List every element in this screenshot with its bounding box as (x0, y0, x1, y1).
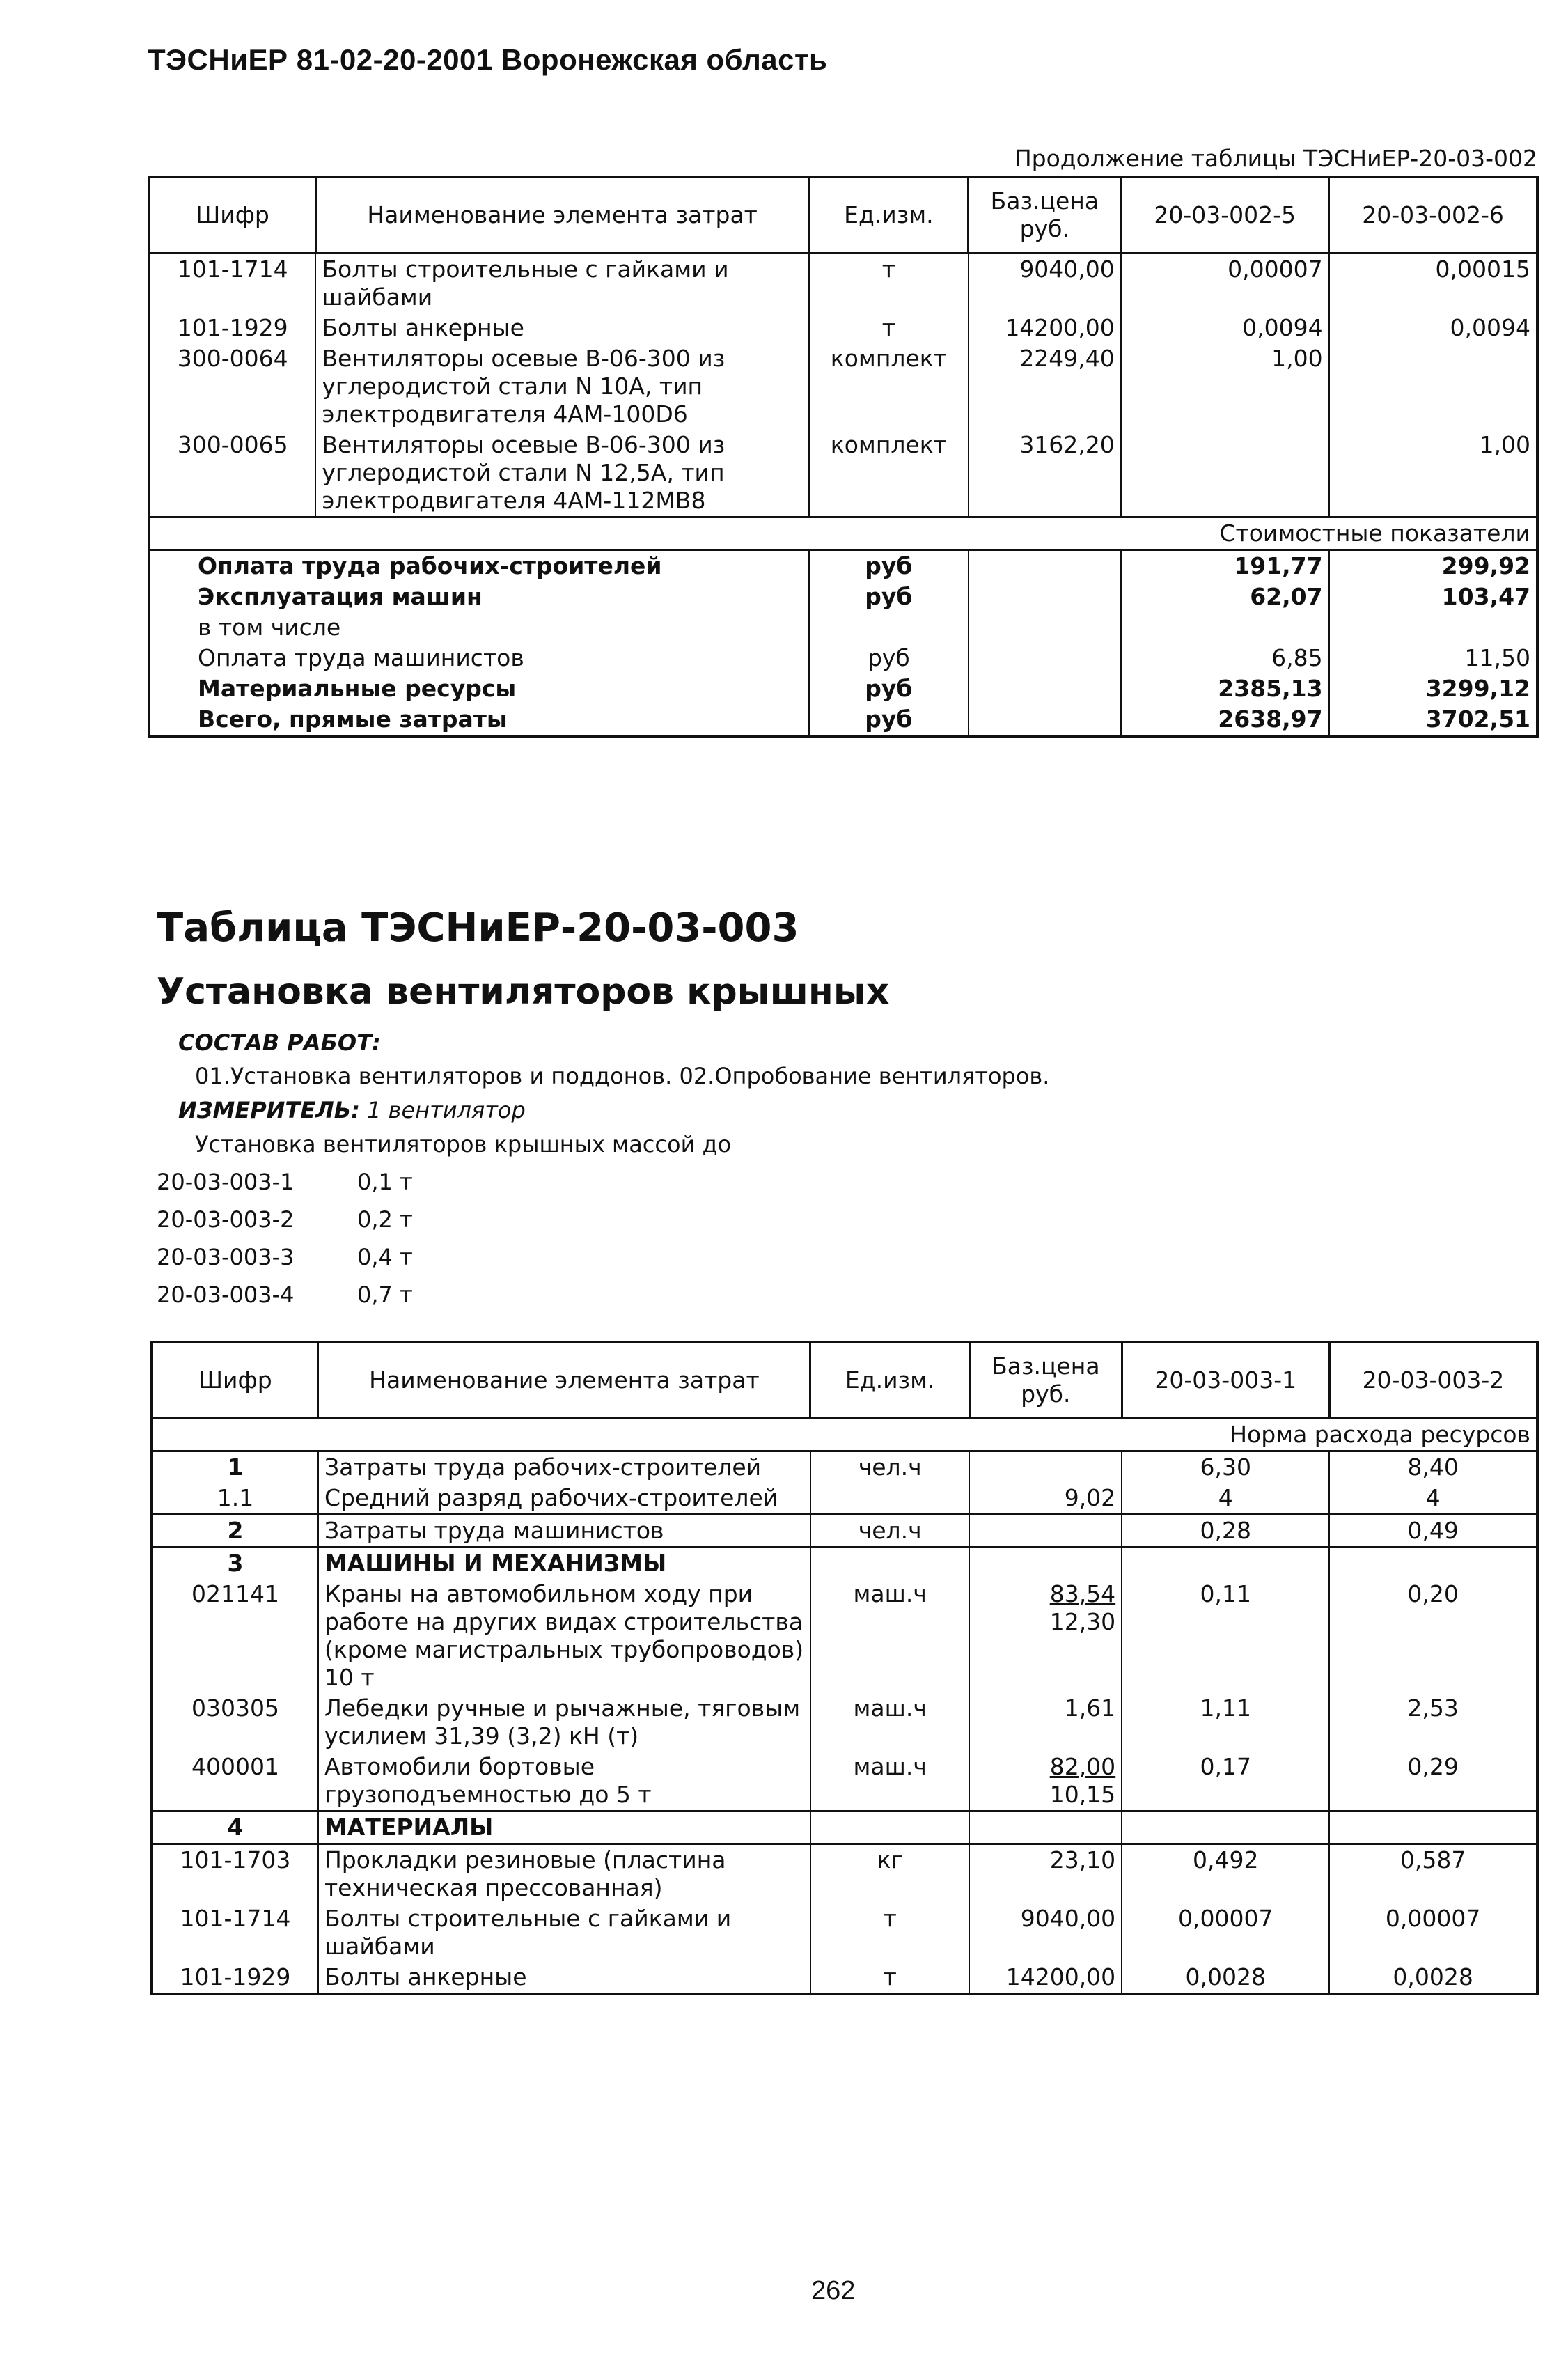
row-code: 3 (227, 1550, 244, 1577)
cost-row-empty (969, 612, 1121, 643)
table-row (152, 1515, 1537, 1548)
cost-row-unit (809, 612, 969, 643)
row-unit: чел.ч (810, 1515, 970, 1548)
row-name: Болты строительные с гайками и шайбами (315, 254, 809, 313)
cost-row-name: Всего, прямые затраты (198, 706, 508, 733)
row-price (969, 1451, 1122, 1483)
cost-row-value-5: 2638,97 (1121, 704, 1329, 736)
cost-row-value-5: 62,07 (1121, 582, 1329, 612)
measure-line (178, 1097, 526, 1123)
table-row (152, 1451, 1537, 1483)
row-value-1: 4 (1122, 1483, 1329, 1515)
cost-row-name: Оплата труда машинистов (198, 644, 524, 671)
price-value: 83,54 (1049, 1580, 1116, 1607)
section-subtitle: Установка вентиляторов крышных (157, 971, 890, 1013)
row-unit: комплект (809, 343, 969, 430)
row-price: 14200,00 (969, 313, 1121, 343)
row-empty (1122, 1811, 1329, 1844)
row-empty (969, 1548, 1122, 1580)
list-item (157, 1238, 413, 1276)
document-header: ТЭСНиЕР 81-02-20-2001 Воронежская область (148, 43, 828, 76)
resource-table-20-03-003 (150, 1341, 1539, 1995)
row-value-6: 0,0094 (1329, 313, 1537, 343)
measure-label: ИЗМЕРИТЕЛЬ: (178, 1097, 360, 1123)
row-empty (810, 1548, 970, 1580)
table-continuation-caption: Продолжение таблицы ТЭСНиЕР-20-03-002 (1014, 145, 1537, 172)
row-unit: т (810, 1903, 970, 1962)
row-value-6: 0,00015 (1329, 254, 1537, 313)
row-code: 400001 (191, 1753, 279, 1780)
row-name: Вентиляторы осевые В-06-300 из углеродистой стали N 10А, тип электродвигателя 4АМ-100D6 (315, 343, 809, 430)
list-item (157, 1276, 413, 1314)
section-row (152, 1548, 1537, 1580)
row-empty (810, 1811, 970, 1844)
cost-row-unit: руб (809, 673, 969, 704)
row-name: Болты анкерные (318, 1962, 810, 1994)
variant-code: 20-03-003-3 (157, 1244, 295, 1270)
column-header-unit: Ед.изм. (810, 1342, 970, 1419)
table-row (149, 430, 1537, 517)
row-code: 1.1 (217, 1484, 254, 1511)
table-row (152, 1752, 1537, 1811)
row-name: Прокладки резиновые (пластина техническая прессованная) (318, 1844, 810, 1904)
row-value-1: 0,28 (1122, 1515, 1329, 1548)
table-row (152, 1962, 1537, 1994)
list-item (157, 1163, 413, 1201)
table-row (152, 1693, 1537, 1752)
row-unit: маш.ч (810, 1579, 970, 1693)
cost-row-empty (969, 550, 1121, 582)
norm-section-label: Норма расхода ресурсов (152, 1419, 1537, 1451)
resource-table-20-03-002 (148, 176, 1539, 738)
cost-row-empty (969, 643, 1121, 673)
works-composition-label: СОСТАВ РАБОТ: (178, 1029, 381, 1056)
row-name: Вентиляторы осевые В-06-300 из углеродистой стали N 12,5А, тип электродвигателя 4АМ-112МВ8 (315, 430, 809, 517)
cost-row-value-5: 6,85 (1121, 643, 1329, 673)
row-price: 9040,00 (969, 1903, 1122, 1962)
cost-row (149, 704, 1537, 736)
cost-row-value-5: 191,77 (1121, 550, 1329, 582)
cost-row (149, 612, 1537, 643)
row-value-2: 0,29 (1329, 1752, 1537, 1811)
cost-row-empty (969, 582, 1121, 612)
cost-row-unit: руб (809, 704, 969, 736)
row-unit: т (809, 254, 969, 313)
cost-row-name: Оплата труда рабочих-строителей (198, 552, 662, 579)
table-header-row (149, 177, 1537, 254)
row-unit: кг (810, 1844, 970, 1904)
column-header-code: Шифр (149, 177, 315, 254)
column-header-price: Баз.цена руб. (969, 177, 1121, 254)
row-unit (810, 1483, 970, 1515)
row-price: 9040,00 (969, 254, 1121, 313)
row-code: 101-1703 (180, 1846, 291, 1873)
column-header-variant-1: 20-03-003-1 (1122, 1342, 1329, 1419)
cost-row-value-6: 11,50 (1329, 643, 1537, 673)
row-name: МАШИНЫ И МЕХАНИЗМЫ (318, 1548, 810, 1580)
cost-row-unit: руб (809, 582, 969, 612)
row-value-2: 0,00007 (1329, 1903, 1537, 1962)
variant-code: 20-03-003-4 (157, 1281, 295, 1308)
row-value-1: 0,492 (1122, 1844, 1329, 1904)
row-price: 14200,00 (969, 1962, 1122, 1994)
cost-section-header (149, 517, 1537, 550)
row-value-5: 1,00 (1121, 343, 1329, 430)
cost-row (149, 673, 1537, 704)
row-code: 101-1929 (180, 1963, 291, 1990)
variant-value: 0,1 т (357, 1169, 413, 1195)
column-header-variant-2: 20-03-003-2 (1329, 1342, 1537, 1419)
row-value-2: 0,49 (1329, 1515, 1537, 1548)
column-header-unit: Ед.изм. (809, 177, 969, 254)
row-price: 2249,40 (969, 343, 1121, 430)
column-header-price: Баз.цена руб. (969, 1342, 1122, 1419)
row-code: 4 (152, 1811, 318, 1844)
cost-row-value-6: 299,92 (1329, 550, 1537, 582)
works-composition-text: 01.Установка вентиляторов и поддонов. 02.Опробование вентиляторов. (195, 1063, 1050, 1089)
column-header-code: Шифр (152, 1342, 318, 1419)
cost-section-label: Стоимостные показатели (149, 517, 1537, 550)
variant-code: 20-03-003-1 (157, 1169, 295, 1195)
row-value-1: 0,11 (1122, 1579, 1329, 1693)
row-name: Затраты труда машинистов (318, 1515, 810, 1548)
row-name: МАТЕРИАЛЫ (318, 1811, 810, 1844)
row-value-1: 0,17 (1122, 1752, 1329, 1811)
row-code: 030305 (191, 1694, 279, 1722)
column-header-variant-6: 20-03-002-6 (1329, 177, 1537, 254)
cost-row-value-6: 103,47 (1329, 582, 1537, 612)
row-name: Болты анкерные (315, 313, 809, 343)
row-price: 23,10 (969, 1844, 1122, 1904)
row-value-2: 4 (1329, 1483, 1537, 1515)
table-row (152, 1844, 1537, 1904)
row-value-5: 0,0094 (1121, 313, 1329, 343)
price-value: 82,00 (1049, 1753, 1116, 1780)
row-empty (969, 1811, 1122, 1844)
row-value-2: 2,53 (1329, 1693, 1537, 1752)
cost-row-name: Материальные ресурсы (198, 675, 517, 702)
cost-row-value-6: 3702,51 (1329, 704, 1537, 736)
table-row (149, 343, 1537, 430)
table-header-row (152, 1342, 1537, 1419)
row-code: 021141 (191, 1580, 279, 1607)
column-header-name: Наименование элемента затрат (318, 1342, 810, 1419)
cost-row-value-6 (1329, 612, 1537, 643)
row-price: 9,02 (969, 1483, 1122, 1515)
row-unit: чел.ч (810, 1451, 970, 1483)
row-code: 101-1714 (177, 256, 288, 283)
row-empty (1329, 1811, 1537, 1844)
row-unit: т (810, 1962, 970, 1994)
row-name: Лебедки ручные и рычажные, тяговым усилием 31,39 (3,2) кН (т) (318, 1693, 810, 1752)
row-code: 101-1929 (177, 314, 288, 341)
row-value-1: 0,0028 (1122, 1962, 1329, 1994)
column-header-name: Наименование элемента затрат (315, 177, 809, 254)
row-value-5: 0,00007 (1121, 254, 1329, 313)
table-row (152, 1483, 1537, 1515)
table-row (152, 1903, 1537, 1962)
operator-wage: 10,15 (1049, 1781, 1116, 1808)
section-row (152, 1811, 1537, 1844)
cost-row-empty (969, 673, 1121, 704)
table-row (152, 1579, 1537, 1693)
table-row (149, 254, 1537, 313)
row-value-6: 1,00 (1329, 430, 1537, 517)
cost-row-value-5 (1121, 612, 1329, 643)
row-name: Средний разряд рабочих-строителей (318, 1483, 810, 1515)
row-value-6 (1329, 343, 1537, 430)
variant-value: 0,2 т (357, 1206, 413, 1233)
variants-list (157, 1163, 413, 1314)
row-code: 1 (227, 1454, 244, 1481)
row-value-2: 0,587 (1329, 1844, 1537, 1904)
variant-value: 0,4 т (357, 1244, 413, 1270)
cost-row-name: Эксплуатация машин (198, 583, 483, 610)
cost-row (149, 582, 1537, 612)
row-price (969, 1752, 1122, 1811)
row-code: 2 (152, 1515, 318, 1548)
row-value-1: 1,11 (1122, 1693, 1329, 1752)
cost-row-empty (969, 704, 1121, 736)
row-empty (1329, 1548, 1537, 1580)
row-unit: маш.ч (810, 1693, 970, 1752)
row-value-1: 0,00007 (1122, 1903, 1329, 1962)
cost-row-name: в том числе (198, 614, 341, 641)
variant-code: 20-03-003-2 (157, 1206, 295, 1233)
row-name: Автомобили бортовые грузоподъемностью до 5 т (318, 1752, 810, 1811)
row-price: 1,61 (969, 1693, 1122, 1752)
column-header-variant-5: 20-03-002-5 (1121, 177, 1329, 254)
row-name: Краны на автомобильном ходу при работе на других видах строительства (кроме магистральных трубопроводов) 10 т (318, 1579, 810, 1693)
table-row (149, 313, 1537, 343)
row-name: Болты строительные с гайками и шайбами (318, 1903, 810, 1962)
cost-row (149, 550, 1537, 582)
row-code: 300-0064 (177, 345, 288, 372)
cost-row (149, 643, 1537, 673)
row-price (969, 1515, 1122, 1548)
cost-row-value-6: 3299,12 (1329, 673, 1537, 704)
row-value-2: 8,40 (1329, 1451, 1537, 1483)
row-name: Затраты труда рабочих-строителей (318, 1451, 810, 1483)
row-unit: т (809, 313, 969, 343)
row-empty (1122, 1548, 1329, 1580)
row-price: 3162,20 (969, 430, 1121, 517)
cost-row-unit: руб (809, 550, 969, 582)
cost-row-unit: руб (809, 643, 969, 673)
operator-wage: 12,30 (1049, 1608, 1116, 1635)
page-number: 262 (811, 2276, 856, 2305)
row-value-5 (1121, 430, 1329, 517)
row-code: 101-1714 (180, 1905, 291, 1932)
row-value-2: 0,20 (1329, 1579, 1537, 1693)
row-price (969, 1579, 1122, 1693)
variant-value: 0,7 т (357, 1281, 413, 1308)
norm-section-header (152, 1419, 1537, 1451)
row-code: 300-0065 (177, 431, 288, 458)
list-item (157, 1201, 413, 1238)
measure-value: 1 вентилятор (367, 1097, 526, 1123)
cost-row-value-5: 2385,13 (1121, 673, 1329, 704)
row-value-2: 0,0028 (1329, 1962, 1537, 1994)
row-unit: комплект (809, 430, 969, 517)
table-title: Таблица ТЭСНиЕР-20-03-003 (157, 905, 799, 951)
row-value-1: 6,30 (1122, 1451, 1329, 1483)
variants-intro: Установка вентиляторов крышных массой до (195, 1131, 732, 1158)
row-unit: маш.ч (810, 1752, 970, 1811)
